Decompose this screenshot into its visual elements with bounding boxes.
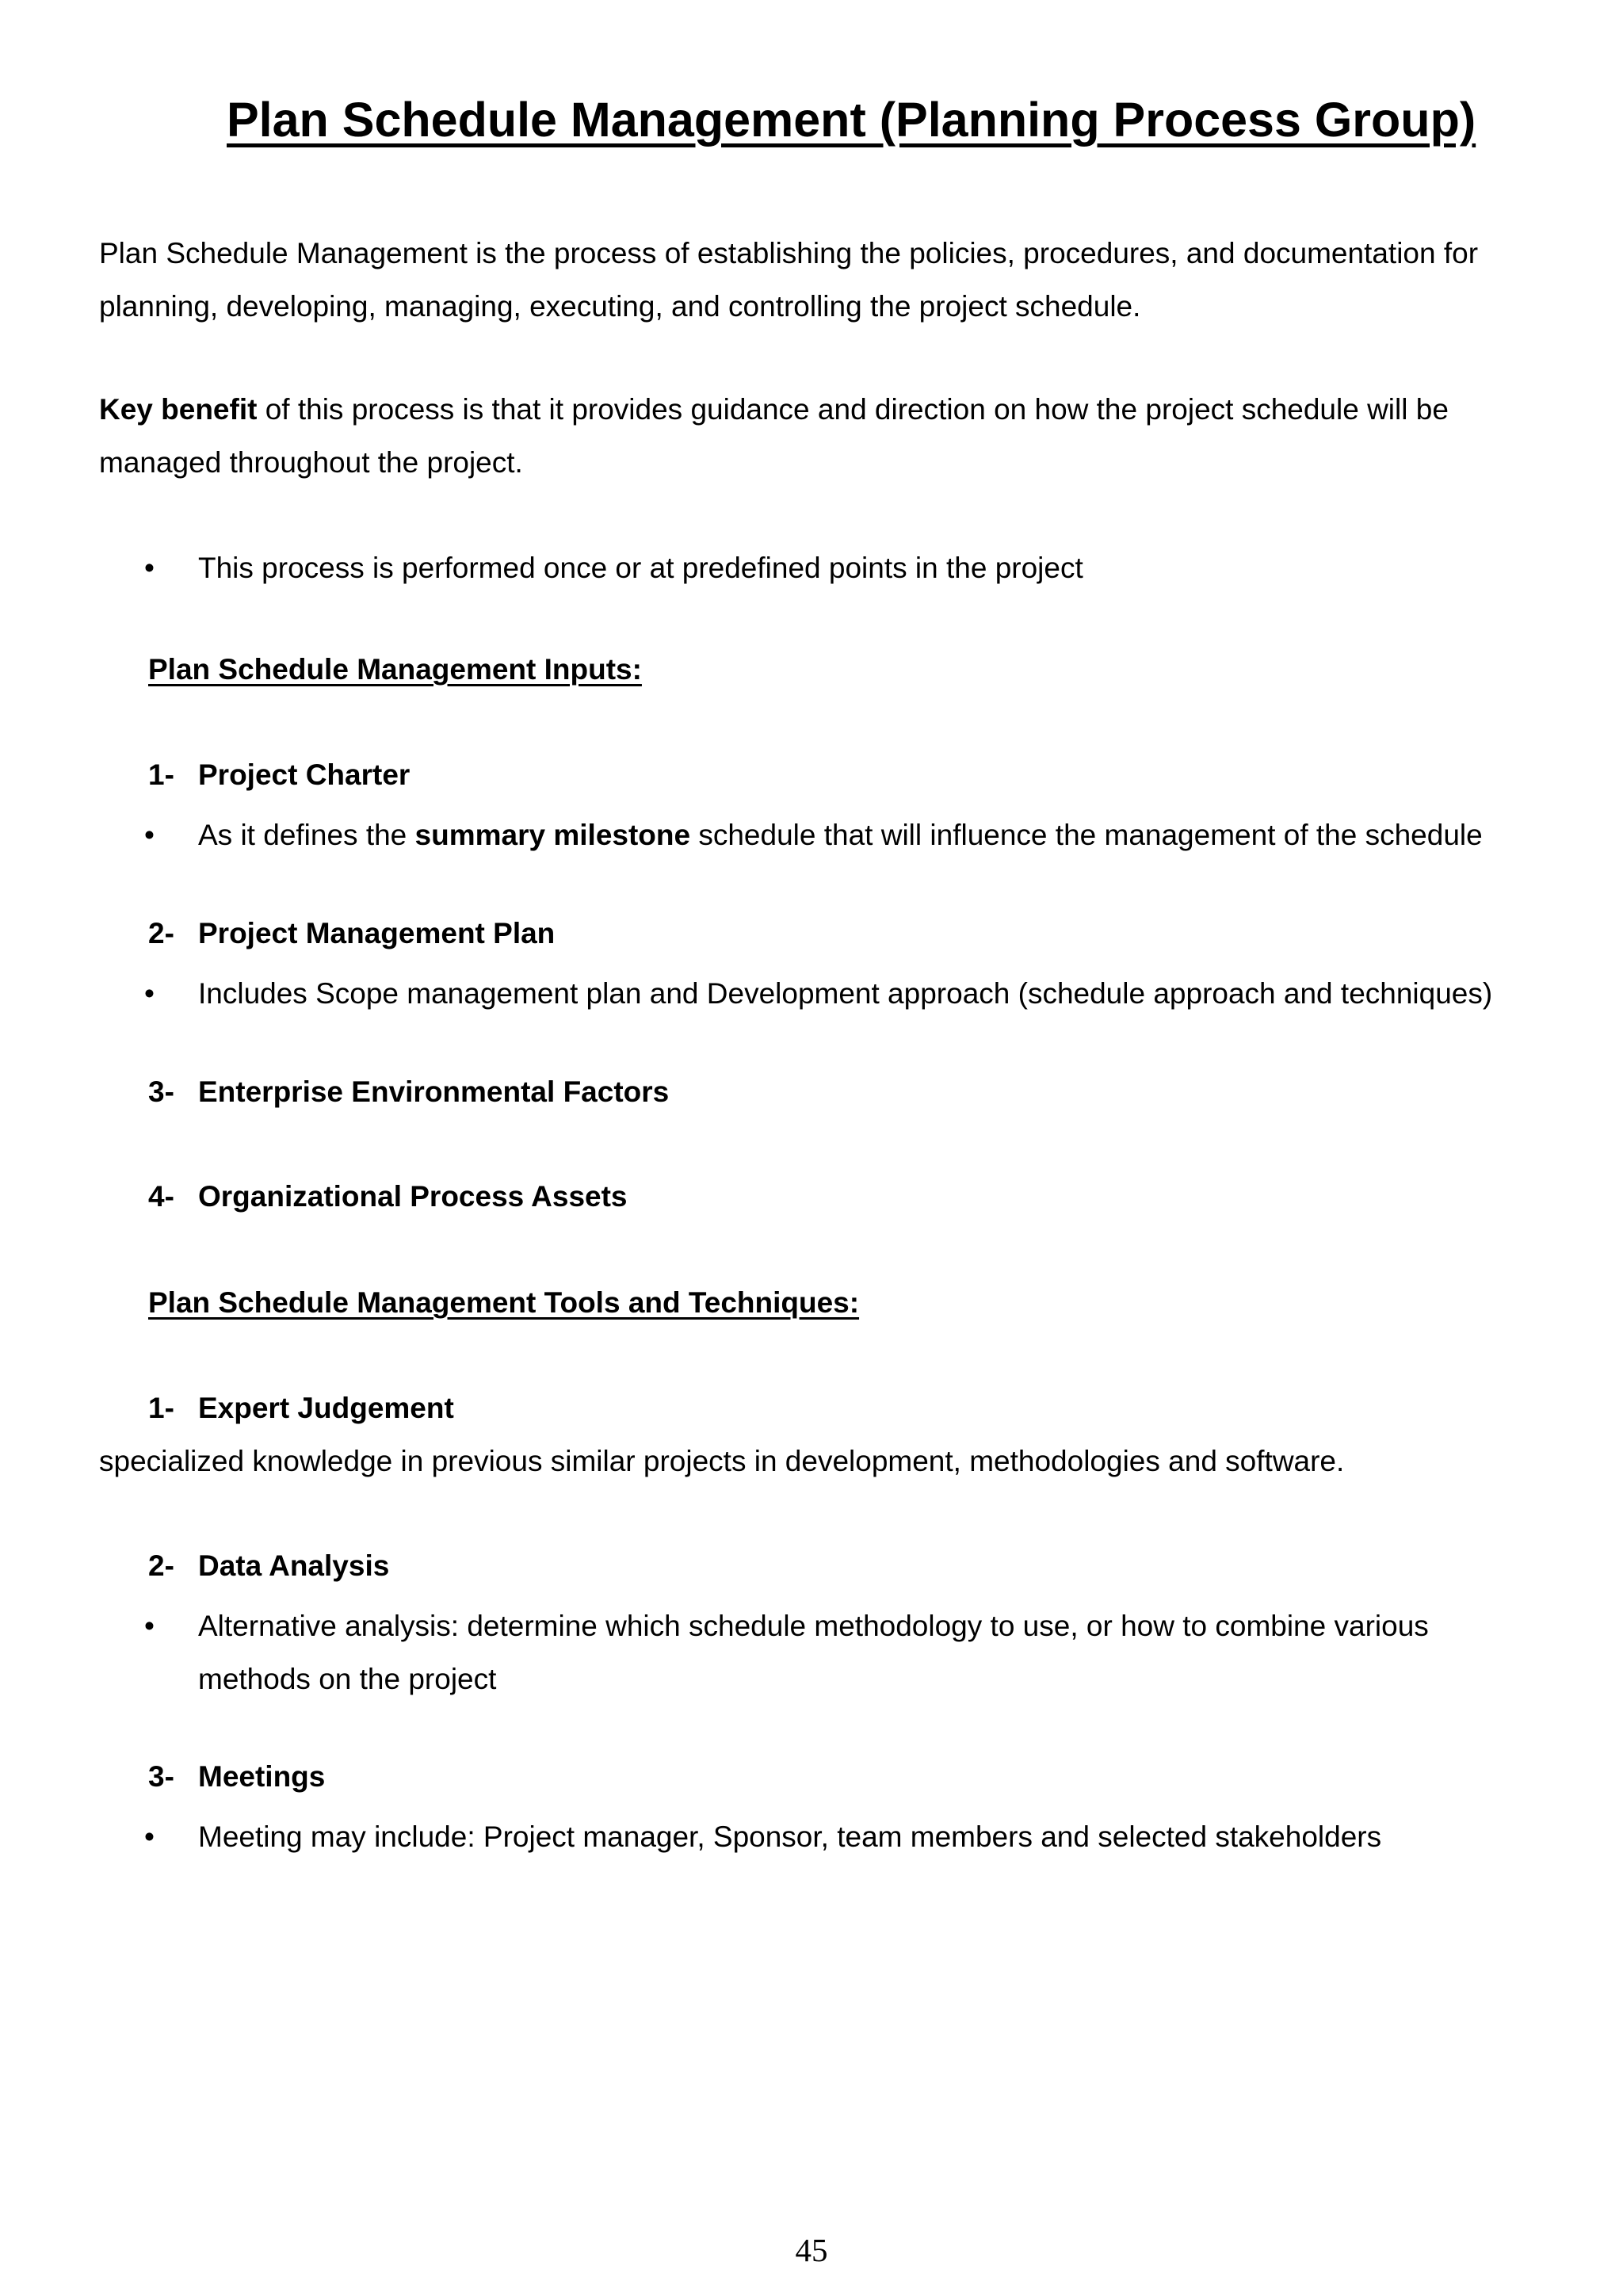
- note-bullet-text: This process is performed once or at predefined points in the project: [198, 552, 1083, 584]
- item-bullet-text: Alternative analysis: determine which schedule methodology to use, or how to combine various methods on the project: [198, 1610, 1429, 1695]
- item-label: Meetings: [198, 1760, 326, 1793]
- page-number: 45: [795, 2232, 828, 2268]
- item-number: 2-: [148, 917, 174, 949]
- item-description: specialized knowledge in previous similar projects in development, methodologies and software.: [99, 1445, 1345, 1477]
- intro-paragraph: Plan Schedule Management is the process of establishing the policies, procedures, and documentation for planning, developing, managing, executing, and controlling the project schedule.: [99, 237, 1479, 323]
- bullet-marker: •: [144, 819, 155, 851]
- item-label: Enterprise Environmental Factors: [198, 1075, 670, 1108]
- item-label: Project Management Plan: [198, 917, 556, 949]
- item-label: Organizational Process Assets: [198, 1180, 628, 1213]
- bullet-marker: •: [144, 977, 155, 1010]
- bullet-marker: •: [144, 552, 155, 584]
- key-benefit-label: Key benefit: [99, 393, 258, 426]
- item-bullet-text: Meeting may include: Project manager, Sponsor, team members and selected stakeholders: [198, 1820, 1382, 1853]
- item-bullet-text: Includes Scope management plan and Development approach (schedule approach and techniques): [198, 977, 1493, 1010]
- page-title: Plan Schedule Management (Planning Process Group): [227, 93, 1476, 147]
- key-benefit-text: of this process is that it provides guidance and direction on how the project schedule will be managed throughout the project.: [99, 393, 1449, 479]
- summary-milestone-emphasis: summary milestone: [414, 819, 691, 851]
- item-number: 1-: [148, 758, 174, 791]
- inputs-heading: Plan Schedule Management Inputs:: [148, 653, 642, 686]
- item-number: 4-: [148, 1180, 174, 1213]
- item-number: 1-: [148, 1392, 174, 1424]
- item-number: 3-: [148, 1075, 174, 1108]
- item-number: 2-: [148, 1549, 174, 1582]
- item-label: Expert Judgement: [198, 1392, 454, 1424]
- item-number: 3-: [148, 1760, 174, 1793]
- item-bullet-text: [198, 808, 1545, 861]
- bullet-text-part: As it defines the: [198, 819, 415, 851]
- bullet-marker: •: [144, 1610, 155, 1642]
- item-label: Project Charter: [198, 758, 411, 791]
- key-benefit-paragraph: [99, 383, 1541, 489]
- bullet-marker: •: [144, 1820, 155, 1853]
- tools-heading: Plan Schedule Management Tools and Techniques:: [148, 1286, 860, 1319]
- item-label: Data Analysis: [198, 1549, 390, 1582]
- bullet-text-part: schedule that will influence the management of the schedule: [690, 819, 1483, 851]
